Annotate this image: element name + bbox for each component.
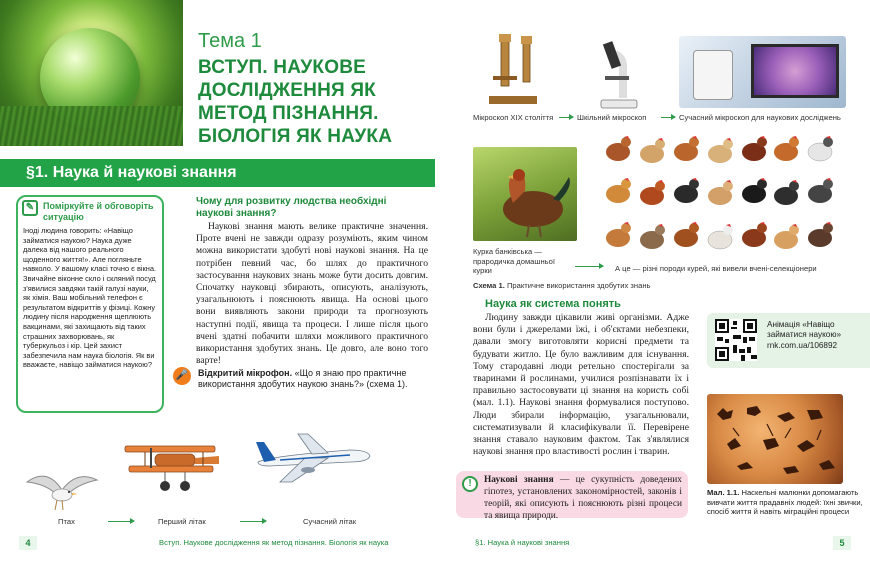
caption-modern-microscope: Сучасний мікроскоп для наукових досліджень — [679, 113, 841, 122]
caption-school-microscope: Шкільний мікроскоп — [577, 113, 647, 122]
definition-body: — це сукупність доведених гіпотез, установлених закономірностей, законів і теорій, які описують і пояснюють різні процеси та явища природи. — [484, 475, 682, 521]
subheading: Наука як система понять — [485, 298, 621, 310]
footer-left-text: Вступ. Наукове дослідження як метод пізнання. Біологія як наука — [159, 538, 389, 547]
scheme-flight — [0, 420, 435, 530]
question-title: Чому для розвитку людства необхідні наукові знання? — [196, 196, 387, 219]
qr-box[interactable] — [707, 313, 870, 368]
cave-painting-image — [707, 394, 843, 484]
arrow-icon — [108, 521, 134, 522]
chicken-row-1 — [606, 136, 833, 163]
airliner-image — [250, 420, 375, 490]
microphone-text: «Що я знаю про практичне використання здобутих наукою знань?» (схема 1). — [198, 368, 408, 390]
definition-text — [484, 474, 682, 522]
arrow-icon — [240, 521, 266, 522]
caption-first-plane: Перший літак — [158, 517, 206, 526]
caption-breeds: А це — різні породи курей, які вивели вчені-селекціонери — [615, 264, 817, 273]
chicken-row-3 — [606, 222, 833, 249]
school-microscope-image — [593, 36, 645, 110]
grass-image — [0, 106, 183, 146]
scheme-text: Практичне використання здобутих знань — [504, 281, 651, 290]
chicken-breeds-image — [600, 134, 840, 264]
modern-microscope-image — [679, 36, 846, 108]
caption-wild-hen: Курка банківська — прародичка домашньої курки — [473, 247, 555, 276]
biplane-image — [115, 438, 225, 498]
right-body-text: Людину завжди цікавили живі організми. Адже вони були і джерелами їжі, і об'єктами небезпеки, давали змогу виготовляти корисні предмети та будувати житло. Це було важливим для існування. Тому стародавні люди ретельно спостерігали за тваринами й рослинами, училися розпізнавати їх і правильно застосовувати ці знання на користь собі (мал. 1.1). Наукові знання формувалися поступово. Люди збирали інформацію, узагальнювали, систематизували й класифікували її. Перевірене знання ставало науковим фактом. Так з'являлися наукові знання про властивості рослин і тварин. — [473, 312, 689, 458]
page-number-left: 4 — [19, 536, 37, 550]
qr-link[interactable]: rnk.com.ua/106892 — [767, 340, 838, 350]
discussion-icon: ✎ — [22, 200, 38, 216]
caption-old-microscope: Мікроскоп XIX століття — [473, 113, 554, 122]
footer-left — [0, 536, 435, 550]
old-microscope-image — [475, 32, 545, 110]
theme-title: ВСТУП. НАУКОВЕ ДОСЛІДЖЕННЯ ЯК МЕТОД ПІЗНАННЯ. БІОЛОГІЯ ЯК НАУКА — [198, 57, 393, 147]
microscope-body-image — [693, 50, 733, 100]
chicken-row-2 — [606, 178, 833, 205]
definition-term: Наукові знання — [484, 475, 554, 485]
qr-text — [767, 320, 867, 351]
seagull-image — [22, 462, 102, 517]
right-page — [435, 0, 870, 566]
caption-modern-plane: Сучасний літак — [303, 517, 357, 526]
footer-right — [435, 536, 870, 550]
exclamation-icon: ! — [462, 476, 478, 492]
figure-caption — [707, 488, 867, 517]
figure-text: Наскельні малюнки допомагають вивчати життя прадавніх людей: їхні звички, спосіб життя й навіть міграційні процеси — [707, 488, 863, 517]
qr-code-icon[interactable] — [715, 319, 757, 361]
arrow-icon — [559, 117, 573, 118]
page-number-right: 5 — [833, 536, 851, 550]
section-title: §1. Наука й наукові знання — [0, 159, 435, 187]
microphone-icon: 🎤 — [173, 367, 191, 385]
wild-hen-photo — [473, 147, 577, 241]
monitor-image — [751, 44, 839, 98]
figure-label: Мал. 1.1. — [707, 488, 740, 497]
footer-right-text: §1. Наука й наукові знання — [475, 538, 570, 547]
scheme-label: Схема 1. — [473, 281, 505, 290]
wild-hen-image — [473, 147, 577, 241]
cave-figures-image — [707, 394, 843, 484]
definition-box — [456, 471, 688, 521]
scheme-title — [473, 281, 650, 290]
microphone-task — [198, 368, 428, 391]
discuss-title: Поміркуйте й обговоріть ситуацію — [43, 201, 154, 222]
qr-title: Анімація «Навіщо займатися наукою» — [767, 320, 842, 340]
arrow-icon — [661, 117, 675, 118]
hero-globe-photo — [0, 0, 183, 146]
arrow-icon — [575, 266, 603, 267]
caption-bird: Птах — [58, 517, 75, 526]
theme-label: Тема 1 — [198, 30, 262, 52]
microphone-label: Відкритий мікрофон. — [198, 368, 293, 378]
discuss-box — [16, 195, 164, 413]
left-body-text: Наукові знання мають велике практичне значення. Проте вчені не завжди одразу розуміють, яким чином можна використати здобуті нові наукові знання. На це потрібен певний час, бо шлях до практичного застосування наукових знань може бути досить довгим. Спочатку науковці збирають, описують, аналізують, узагальнюють і пояснюють явища. На основі цього вони виявляють закони природи та прогнозують наступні події, явища та процеси. І лише після цього вчені здатні побачити шляхи можливого практичного використання здобутих знань. Це довго, але воно того варте! — [196, 221, 428, 367]
discuss-text: Іноді людина говорить: «Навіщо займатися наукою? Наука дуже далека від нашого реального щоденного життя!». Але погляньте навколо. У вашому класі точно є вікна. Звичайне віконне скло і скляний посуд з'явилися завдяки такій галузі науки, як хімія. Ваш мобільний телефон є результатом відкриттів у фізиці. Кожну людину після народження щеплюють вакцинами, які захищають від таких страшних захворювань, як туберкульоз і кір. Цей захист забезпечила нам наука біологія. Як ви вважаєте, навіщо займатися наукою? — [23, 226, 156, 370]
